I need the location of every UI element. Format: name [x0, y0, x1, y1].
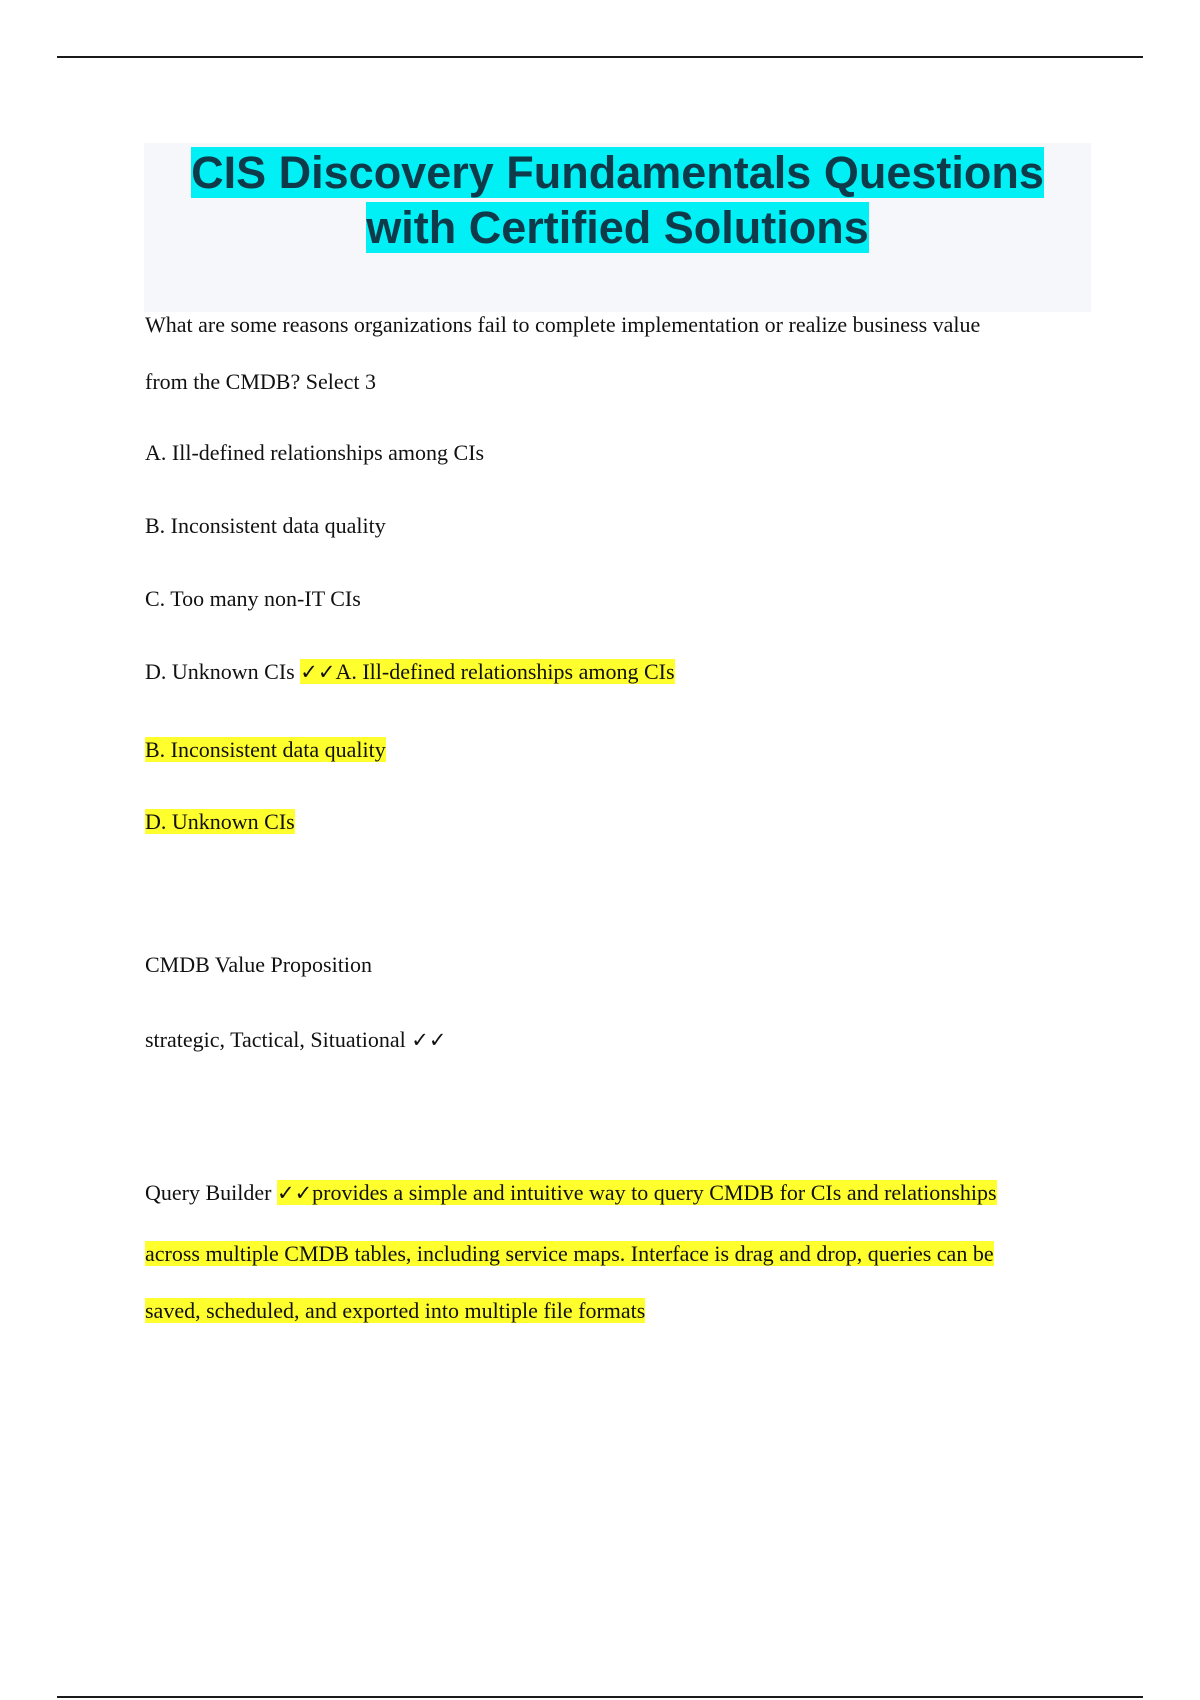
title-line-1: CIS Discovery Fundamentals Questions [191, 147, 1044, 198]
question-3-term: Query Builder [145, 1180, 272, 1205]
answer-1-highlight [300, 659, 674, 684]
bottom-rule [57, 1696, 1143, 1698]
answer-2-line [145, 736, 386, 764]
option-d-line [145, 658, 675, 686]
answer-3: D. Unknown CIs [145, 809, 295, 834]
answer-3-line [145, 808, 295, 836]
check-mark-icon: ✓✓ [411, 1028, 447, 1052]
question-1-line-2: from the CMDB? Select 3 [145, 369, 376, 394]
document-title [144, 145, 1091, 255]
question-3-line-1 [145, 1179, 997, 1207]
question-3-answer-line-3: saved, scheduled, and exported into multiple file formats [145, 1298, 646, 1323]
answer-1: A. Ill-defined relationships among CIs [335, 659, 675, 684]
option-a: A. Ill-defined relationships among CIs [145, 440, 485, 465]
question-3-answer-line-2: across multiple CMDB tables, including service maps. Interface is drag and drop, queries can be [145, 1241, 994, 1266]
question-3-answer-part-1 [277, 1180, 997, 1205]
answer-2: B. Inconsistent data quality [145, 737, 386, 762]
question-2-answer-line [145, 1026, 446, 1054]
option-b: B. Inconsistent data quality [145, 513, 386, 538]
title-line-2: with Certified Solutions [366, 202, 869, 253]
question-1-line-1: What are some reasons organizations fail to complete implementation or realize business value [145, 312, 981, 337]
top-rule [57, 56, 1143, 58]
question-2-term: CMDB Value Proposition [145, 952, 372, 977]
check-mark-icon: ✓✓ [300, 660, 336, 684]
option-d: D. Unknown CIs [145, 659, 295, 684]
question-3-answer-line-1: provides a simple and intuitive way to query CMDB for CIs and relationships [312, 1180, 997, 1205]
option-c: C. Too many non-IT CIs [145, 586, 361, 611]
check-mark-icon: ✓✓ [276, 1181, 313, 1205]
question-3-line-2 [145, 1240, 994, 1268]
question-3-line-3 [145, 1297, 645, 1325]
question-2-answer: strategic, Tactical, Situational [145, 1027, 406, 1052]
